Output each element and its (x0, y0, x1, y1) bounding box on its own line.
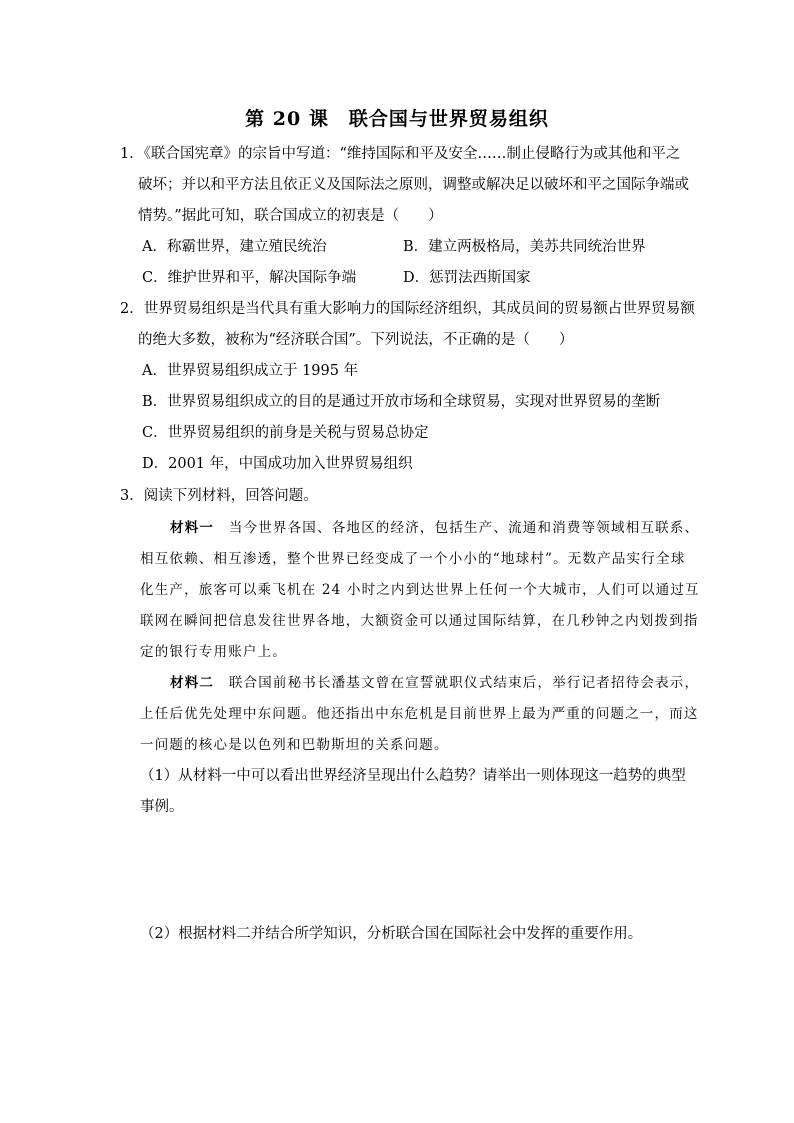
material-1-line-3: 化生产，旅客可以乘飞机在 24 小时之内到达世界上任何一个大城市，人们可以通过互 (140, 582, 700, 598)
q3-sub-question-1-line-1: （1）从材料一中可以看出世界经济呈现出什么趋势？请举出一则体现这一趋势的典型 (140, 768, 686, 784)
q2-line-2: 的绝大多数，被称为“经济联合国”。下列说法，不正确的是（ ） (138, 332, 574, 348)
q1-option-b: B．建立两极格局，美苏共同统治世界 (403, 239, 646, 255)
q3-sub-question-1-line-2: 事例。 (140, 799, 184, 815)
q3-stem: 3．阅读下列材料，回答问题。 (120, 488, 318, 504)
material-1-line-1: 材料一 当今世界各国、各地区的经济，包括生产、流通和消费等领域相互联系、 (170, 520, 700, 536)
material-1-line-2: 相互依赖、相互渗透，整个世界已经变成了一个小小的“地球村”。无数产品实行全球 (140, 551, 686, 567)
q2-option-c: C．世界贸易组织的前身是关税与贸易总协定 (142, 425, 429, 441)
q1-line-2: 破坏；并以和平方法且依正义及国际法之原则，调整或解决足以破坏和平之国际争端或 (138, 177, 689, 193)
material-1-line-4: 联网在瞬间把信息发往世界各地，大额资金可以通过国际结算，在几秒钟之内划拨到指 (140, 613, 699, 629)
material-2-line-3: 一问题的核心是以色列和巴勒斯坦的关系问题。 (140, 737, 449, 753)
material-1-line-5: 定的银行专用账户上。 (140, 644, 287, 660)
material-1-label: 材料一 (170, 520, 215, 536)
q1-option-d: D．惩罚法西斯国家 (403, 270, 531, 286)
q1-line-1: 1．《联合国宪章》的宗旨中写道：“维持国际和平及安全……制止侵略行为或其他和平之 (120, 146, 681, 162)
q1-option-c: C．维护世界和平，解决国际争端 (142, 270, 357, 286)
material-2-line-1: 材料二 联合国前秘书长潘基文曾在宣誓就职仪式结束后，举行记者招待会表示， (170, 675, 700, 691)
q2-option-b: B．世界贸易组织成立的目的是通过开放市场和全球贸易，实现对世界贸易的垄断 (142, 394, 661, 410)
q3-sub-question-2: （2）根据材料二并结合所学知识，分析联合国在国际社会中发挥的重要作用。 (140, 926, 643, 942)
page-title: 第 20 课 联合国与世界贸易组织 (245, 108, 549, 130)
q1-line-3: 情势。”据此可知，联合国成立的初衷是（ ） (138, 208, 443, 224)
q2-line-1: 2．世界贸易组织是当代具有重大影响力的国际经济组织，其成员间的贸易额占世界贸易额 (120, 301, 695, 317)
material-2-line-2: 上任后优先处理中东问题。他还指出中东危机是目前世界上最为严重的问题之一，而这 (140, 706, 699, 722)
q1-option-a: A．称霸世界，建立殖民统治 (142, 239, 327, 255)
q2-option-a: A．世界贸易组织成立于 1995 年 (142, 363, 359, 379)
q2-option-d: D．2001 年，中国成功加入世界贸易组织 (142, 456, 413, 472)
material-2-label: 材料二 (170, 675, 215, 691)
